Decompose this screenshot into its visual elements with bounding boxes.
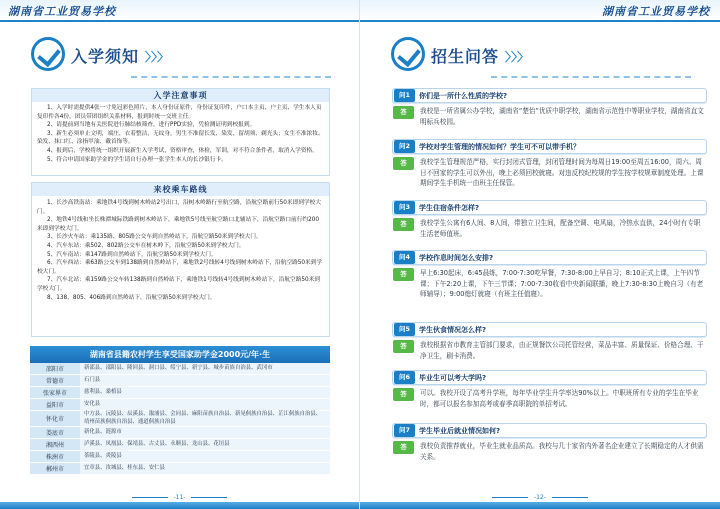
check-icon bbox=[31, 37, 65, 71]
counties-cell: 石门县 bbox=[80, 375, 330, 386]
bus-route-item: 1、长沙高铁南站：乘地铁4号线到树木岭站2号出口，沿树木岭路行至航空路，沿航空路前行50米即到学校大门。 bbox=[37, 200, 322, 215]
notice-box bbox=[31, 88, 330, 176]
question-text: 你们是一所什么性质的学校? bbox=[419, 91, 508, 100]
bus-route-item: 8、138、805、406路到自然岭站下，沿航空路50米到学校大门。 bbox=[47, 294, 216, 301]
answer-text: 我校负责推荐就业，毕业生就业品质高。我校与几十家省内外著名企业建立了长期稳定的人才供需关系。 bbox=[420, 442, 704, 461]
qa-item bbox=[392, 423, 707, 462]
bus-box bbox=[31, 182, 330, 337]
answer-tag: 答 bbox=[393, 340, 414, 353]
bus-route-item: 2、地铁4号线和坐长株潭城际铁路到树木岭站下，乘地铁5号线至航空路口北辅站下，沿航空路口前行约200米即到学校大门。 bbox=[37, 217, 319, 232]
question-row bbox=[392, 88, 707, 103]
bus-title: 来校乘车路线 bbox=[32, 183, 329, 196]
qa-item bbox=[392, 88, 707, 127]
divider bbox=[131, 76, 331, 78]
table-row bbox=[30, 375, 330, 387]
page-number: -11- bbox=[0, 494, 359, 501]
table-row bbox=[30, 363, 330, 375]
city-cell: 益阳市 bbox=[30, 399, 80, 410]
bus-route-item: 7、汽车北站：乘159路公交车转138路到自然岭站下，乘地铁1号线转4号线到树木岭站下，沿航空路50米到学校大门。 bbox=[37, 277, 320, 292]
answer-tag: 答 bbox=[393, 388, 414, 401]
page-number: -12- bbox=[360, 494, 720, 501]
counties-cell: 慈利县、桑植县 bbox=[80, 387, 330, 398]
answer-row bbox=[392, 268, 707, 300]
answer-row bbox=[392, 441, 707, 462]
question-row bbox=[392, 370, 707, 385]
answer-row bbox=[392, 340, 707, 361]
bus-route-item: 5、汽车南站：乘147路到自然岭站下，沿航空路50米到学校大门。 bbox=[47, 251, 217, 258]
answer-row bbox=[392, 218, 707, 239]
qa-item bbox=[392, 250, 707, 300]
city-cell: 邵阳市 bbox=[30, 363, 80, 374]
question-tag: 问2 bbox=[394, 140, 415, 153]
question-text: 学生伙食情况怎么样? bbox=[419, 325, 487, 334]
question-tag: 问5 bbox=[394, 323, 415, 336]
section-title: 入学须知 bbox=[71, 47, 140, 66]
table-row bbox=[30, 427, 330, 439]
question-tag: 问7 bbox=[394, 424, 415, 437]
table-title: 湖南省县籍农村学生享受国家助学金2000元/年·生 bbox=[30, 346, 330, 363]
city-cell: 常德市 bbox=[30, 375, 80, 386]
question-text: 毕业生可以考大学吗? bbox=[419, 373, 487, 382]
question-text: 学校作息时间怎么安排? bbox=[419, 253, 494, 262]
question-text: 学生毕业后就业情况如何? bbox=[419, 426, 501, 435]
counties-cell: 新邵县、邵阳县、隆回县、洞口县、绥宁县、新宁县、城步苗族自治县、武冈市 bbox=[80, 363, 330, 374]
notice-item: 5、符合申请国家助学金的学生请自行办理一张学生本人的长沙银行卡。 bbox=[47, 156, 227, 163]
answer-tag: 答 bbox=[393, 157, 414, 170]
answer-tag: 答 bbox=[393, 268, 414, 281]
city-cell: 怀化市 bbox=[30, 411, 80, 426]
section-header bbox=[391, 37, 691, 83]
table-row bbox=[30, 399, 330, 411]
question-row bbox=[392, 322, 707, 337]
answer-row bbox=[392, 388, 707, 409]
question-row bbox=[392, 200, 707, 215]
subsidy-table bbox=[30, 346, 330, 475]
question-tag: 问6 bbox=[394, 371, 415, 384]
check-icon bbox=[391, 37, 425, 71]
bus-route-item: 4、汽车东站：乘502、802路公交车在树木岭下，沿航空路50米到学校大门。 bbox=[47, 242, 245, 249]
question-row bbox=[392, 250, 707, 265]
answer-row bbox=[392, 157, 707, 189]
answer-tag: 答 bbox=[393, 106, 414, 119]
school-name: 湖南省工业贸易学校 bbox=[602, 5, 710, 18]
counties-cell: 安化县 bbox=[80, 399, 330, 410]
bus-route-item: 3、长沙火车站：乘135路、805路公交车到自然岭站下，沿航空路50米到学校大门。 bbox=[47, 234, 262, 241]
table-row bbox=[30, 439, 330, 451]
notice-title: 入学注意事项 bbox=[32, 89, 329, 102]
city-cell: 株洲市 bbox=[30, 451, 80, 462]
bus-route-item: 6、汽车西站：乘63路公交车到138路到自然岭站下，乘地铁2号线转4号线到树木岭站下，沿航空路50米到学校大门。 bbox=[37, 260, 323, 275]
section-title: 招生问答 bbox=[431, 47, 500, 66]
city-cell: 湘西州 bbox=[30, 439, 80, 450]
notice-item: 4、报到后，学校将统一组织开展新生入学考试，资格审查，体检，军训，对不符合条件者，取消入学资格。 bbox=[47, 147, 318, 154]
city-cell: 郴州市 bbox=[30, 463, 80, 474]
table-row bbox=[30, 411, 330, 427]
question-row bbox=[392, 139, 707, 154]
notice-item: 3、新生必须单止文明，端庄，衣着整洁，无纹身，男生不准留长发、染发、留胡须、剃光头；女生不准浓妆、染发、抹口红、涂指甲油、戴首饰等。 bbox=[37, 130, 324, 146]
notice-item: 2、请提前到当地有关医院进行肺结核筛查，进行PPD实验，凭检测证明到校报到。 bbox=[47, 122, 256, 129]
bottom-wave bbox=[360, 502, 720, 509]
counties-cell: 中方县、沅陵县、辰溪县、溆浦县、会同县、麻阳苗族自治县、新晃侗族自治县、芷江侗族自治县、靖州苗族侗族自治县、通道侗族自治县 bbox=[80, 411, 330, 426]
qa-item bbox=[392, 370, 707, 409]
city-cell: 张家界市 bbox=[30, 387, 80, 398]
question-row bbox=[392, 423, 707, 438]
answer-text: 我校根据省市教育主管部门要求，由正规餐饮公司托管经营，菜品丰富、质量保证、价格合理、干净卫生，刷卡消费。 bbox=[420, 341, 704, 360]
table-row bbox=[30, 451, 330, 463]
answer-row bbox=[392, 106, 707, 127]
question-text: 学校对学生管理的情况如何？学生可不可以带手机？ bbox=[419, 142, 580, 151]
qa-item bbox=[392, 322, 707, 361]
answer-text: 我校学生管理规范严格，实行封闭式管理，封闭管理时间为每周日19:00至周五16:00，周六、周日不回家的学生可以外出，晚上必须回校就寝。对违反校纪校规的学生按学校规章制度处理。上课期间学生手机统一由班主任保管。 bbox=[420, 158, 704, 187]
arrows-icon: 〉〉〉 bbox=[145, 50, 170, 64]
answer-text: 早上6:30起床，6:45晨练，7:00-7:30吃早餐，7:30-8:00上早自习；8:10正式上课，上午四节课；下午2:20上课，下午三节课；7:00-7:30收看中央新闻联播，晚上7:30-8:30上晚自习（有老师辅导）；9:00熄灯就寝（有班主任值寝）。 bbox=[420, 269, 704, 298]
table-row bbox=[30, 463, 330, 475]
answer-tag: 答 bbox=[393, 441, 414, 454]
bottom-wave bbox=[0, 502, 359, 509]
question-tag: 问3 bbox=[394, 201, 415, 214]
notice-item: 1、入学时需提供4张一寸免冠彩色照片，本人身份证原件，身份证复印件，户口本主页、户主页、学生本人页复印件各4份，团员带团组织关系材料，报到时统一交班主任。 bbox=[37, 105, 322, 120]
question-tag: 问1 bbox=[394, 89, 415, 102]
qa-item bbox=[392, 200, 707, 239]
answer-text: 我校学生公寓有6人间、8人间，带独立卫生间，配备空调、电风扇，冷热水直供，24小时有专职生活老师值班。 bbox=[420, 219, 701, 238]
counties-cell: 泸溪县、凤凰县、保靖县、古丈县、永顺县、龙山县、花垣县 bbox=[80, 439, 330, 450]
counties-cell: 新化县、涟源市 bbox=[80, 427, 330, 438]
answer-tag: 答 bbox=[393, 218, 414, 231]
question-text: 学生住宿条件怎样? bbox=[419, 203, 480, 212]
table-row bbox=[30, 387, 330, 399]
counties-cell: 茶陵县、炎陵县 bbox=[80, 451, 330, 462]
answer-text: 可以。我校开设了高考升学班，每年毕业学生升学率达90%以上。中职班所有专业的学生在毕业时，都可以报名参加高考或春季高职院的单招考试。 bbox=[420, 389, 699, 408]
question-tag: 问4 bbox=[394, 251, 415, 264]
answer-text: 我校是一所省属公办学校，湖南省“楚怡”优质中职学校，湖南省示范性中等职业学校，湖南省直文明标兵校园。 bbox=[420, 107, 704, 126]
school-name: 湖南省工业贸易学校 bbox=[8, 5, 116, 18]
counties-cell: 宜章县、汝城县、桂东县、安仁县 bbox=[80, 463, 330, 474]
divider bbox=[491, 76, 691, 78]
section-header bbox=[31, 37, 331, 83]
arrows-icon: 〉〉〉 bbox=[505, 50, 530, 64]
qa-item bbox=[392, 139, 707, 189]
city-cell: 娄底市 bbox=[30, 427, 80, 438]
